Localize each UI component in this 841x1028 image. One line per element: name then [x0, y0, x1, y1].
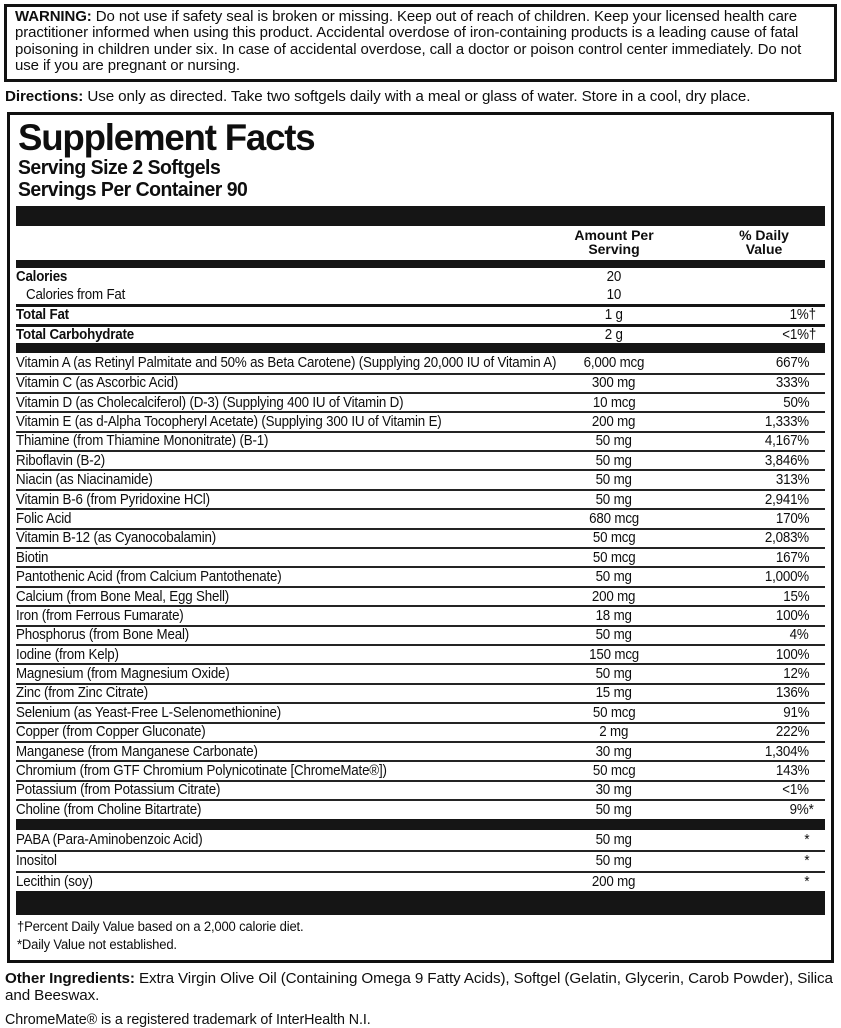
amount-value: 18 mg — [595, 607, 633, 624]
table-row — [16, 586, 825, 605]
daily-value: 100% — [775, 646, 809, 663]
nutrient-name: Vitamin A (as Retinyl Palmitate and 50% as Beta Carotene) (Supplying 20,000 IU of Vitamin A) — [16, 354, 557, 371]
table-row — [16, 663, 825, 682]
amount-value: 15 mg — [595, 685, 633, 702]
table-row — [16, 528, 825, 547]
asterisk-symbol: * — [809, 801, 815, 818]
divider-bar — [16, 206, 825, 226]
daily-value: 9% * — [790, 801, 815, 818]
table-row — [16, 450, 825, 469]
daily-value: 3,846% — [764, 452, 809, 469]
daily-value: 91% — [782, 704, 809, 721]
daily-value: 2,941% — [764, 491, 809, 508]
nutrient-name: Choline (from Choline Bitartrate) — [16, 801, 202, 818]
amount-value: 50 mg — [595, 666, 633, 683]
daily-value: 333% — [775, 375, 809, 392]
amount-value: 50 mcg — [592, 549, 636, 566]
table-row — [16, 702, 825, 721]
directions-label: Directions: — [5, 87, 84, 105]
directions — [5, 88, 837, 105]
table-row — [16, 489, 825, 508]
amount-value: 1 g — [605, 307, 623, 324]
footnote: †Percent Daily Value based on a 2,000 calorie diet. — [17, 919, 304, 935]
divider-bar — [16, 343, 825, 353]
daily-value: * — [803, 831, 809, 848]
nutrient-name: Vitamin B-12 (as Cyanocobalamin) — [16, 530, 216, 547]
amount-value: 50 mcg — [592, 763, 636, 780]
warning-text: Do not use if safety seal is broken or missing. Keep out of reach of children. Keep your licensed health care practitioner informed when using this product. Accidental overdose of iron-containing products is a leading cause of fatal poisoning in children under six. In case of accidental overdose, call a doctor or poison control center immediately. Do not use if you are pregnant or nursing. — [15, 8, 802, 75]
divider-bar — [16, 891, 825, 915]
nutrient-name: Magnesium (from Magnesium Oxide) — [16, 666, 230, 683]
daily-value: 143% — [775, 763, 809, 780]
footnotes — [16, 915, 825, 958]
amount-value: 30 mg — [595, 743, 633, 760]
daily-value: * — [803, 853, 809, 870]
nutrient-name: Vitamin D (as Cholecalciferol) (D-3) (Supplying 400 IU of Vitamin D) — [16, 394, 404, 411]
daily-value: 1,304% — [764, 743, 809, 760]
table-row — [16, 871, 825, 892]
nutrient-name: Inositol — [16, 853, 57, 870]
nutrient-name: Iron (from Ferrous Fumarate) — [16, 607, 184, 624]
other-nutrient-table — [16, 830, 825, 892]
daily-value: * — [803, 873, 809, 890]
nutrient-name: Zinc (from Zinc Citrate) — [16, 685, 148, 702]
daily-value: 1% † — [790, 307, 817, 324]
nutrient-name: Vitamin E (as d-Alpha Tocopheryl Acetate) (Supplying 300 IU of Vitamin E) — [16, 413, 442, 430]
daily-value: <1% — [782, 782, 809, 799]
table-row — [16, 324, 825, 344]
daily-value: 1,333% — [764, 413, 809, 430]
table-row — [16, 625, 825, 644]
amount-value: 50 mg — [595, 569, 633, 586]
amount-value: 50 mcg — [592, 530, 636, 547]
daily-value: 4% — [790, 627, 809, 644]
amount-value: 6,000 mcg — [583, 354, 645, 371]
nutrient-name: Calcium (from Bone Meal, Egg Shell) — [16, 588, 230, 605]
daily-value: 100% — [775, 607, 809, 624]
daily-value: 12% — [782, 666, 809, 683]
table-row — [16, 353, 825, 372]
macro-nutrient-table — [16, 268, 825, 344]
directions-text: Use only as directed. Take two softgels daily with a meal or glass of water. Store in a cool, dry place. — [87, 87, 751, 105]
daily-value: 313% — [775, 472, 809, 489]
daily-value: 4,167% — [764, 433, 809, 450]
table-row — [16, 431, 825, 450]
amount-value: 20 — [606, 269, 622, 286]
table-row — [16, 304, 825, 324]
table-row — [16, 741, 825, 760]
table-row — [16, 411, 825, 430]
percent-daily-value-header: % Daily Value — [739, 226, 789, 258]
daily-value — [699, 269, 809, 285]
other-ingredients-text: Extra Virgin Olive Oil (Containing Omega 9 Fatty Acids), Softgel (Gelatin, Glycerin, Carob Powder), Silica and Beeswax. — [5, 970, 833, 1004]
nutrient-name: Selenium (as Yeast-Free L-Selenomethionine) — [16, 704, 281, 721]
daily-value — [699, 287, 809, 303]
table-row — [16, 644, 825, 663]
table-row — [16, 373, 825, 392]
amount-value: 680 mcg — [589, 510, 639, 527]
dagger-symbol: † — [809, 326, 817, 343]
column-headers — [16, 226, 825, 260]
divider-bar — [16, 819, 825, 830]
table-row — [16, 547, 825, 566]
nutrient-name: Calories from Fat — [26, 287, 126, 304]
dagger-symbol: † — [809, 307, 817, 324]
table-row — [16, 830, 825, 851]
nutrient-name: Chromium (from GTF Chromium Polynicotinate [ChromeMate®]) — [16, 763, 387, 780]
amount-value: 50 mg — [595, 452, 633, 469]
nutrient-name: Folic Acid — [16, 510, 72, 527]
amount-value: 50 mg — [595, 831, 633, 848]
nutrient-name: Copper (from Copper Gluconate) — [16, 724, 206, 741]
amount-value: 200 mg — [592, 413, 636, 430]
vitamin-mineral-table — [16, 353, 825, 818]
table-row — [16, 780, 825, 799]
warning-box — [4, 4, 837, 82]
footnote: *Daily Value not established. — [17, 936, 177, 953]
nutrient-name: Manganese (from Manganese Carbonate) — [16, 743, 258, 760]
other-ingredients — [5, 971, 837, 1005]
table-row — [16, 566, 825, 585]
table-row — [16, 850, 825, 871]
table-row — [16, 799, 825, 818]
panel-title: Supplement Facts — [17, 116, 315, 158]
amount-value: 200 mg — [592, 588, 636, 605]
nutrient-name: Niacin (as Niacinamide) — [16, 472, 153, 489]
table-row — [16, 508, 825, 527]
daily-value: 222% — [775, 724, 809, 741]
nutrient-name: Calories — [16, 269, 68, 286]
table-row — [16, 287, 825, 305]
table-row — [16, 268, 825, 287]
daily-value: 2,083% — [764, 530, 809, 547]
table-row — [16, 683, 825, 702]
amount-value: 300 mg — [592, 375, 636, 392]
warning-label: WARNING: — [15, 8, 92, 25]
amount-value: 10 — [606, 287, 622, 304]
nutrient-name: Total Carbohydrate — [16, 326, 135, 343]
trademark-note: ChromeMate® is a registered trademark of InterHealth N.I. — [5, 1011, 371, 1028]
amount-value: 50 mg — [595, 433, 633, 450]
amount-value: 50 mg — [595, 472, 633, 489]
nutrient-name: Lecithin (soy) — [16, 873, 93, 890]
nutrient-name: Potassium (from Potassium Citrate) — [16, 782, 221, 799]
amount-per-serving-header: Amount Per Serving — [574, 226, 654, 258]
nutrient-name: Biotin — [16, 549, 49, 566]
daily-value: 170% — [775, 510, 809, 527]
supplement-facts-panel — [7, 112, 834, 963]
nutrient-name: Vitamin C (as Ascorbic Acid) — [16, 375, 179, 392]
table-row — [16, 760, 825, 779]
amount-value: 10 mcg — [592, 394, 636, 411]
nutrient-name: Thiamine (from Thiamine Mononitrate) (B-1) — [16, 433, 269, 450]
nutrient-name: Total Fat — [16, 307, 69, 324]
divider-bar — [16, 260, 825, 268]
nutrient-name: Riboflavin (B-2) — [16, 452, 105, 469]
daily-value: 136% — [775, 685, 809, 702]
daily-value: 167% — [775, 549, 809, 566]
amount-value: 50 mg — [595, 801, 633, 818]
amount-value: 2 mg — [599, 724, 629, 741]
daily-value: 50% — [782, 394, 809, 411]
amount-value: 50 mg — [595, 491, 633, 508]
amount-value: 50 mg — [595, 853, 633, 870]
daily-value: <1% † — [782, 326, 817, 343]
amount-value: 150 mcg — [589, 646, 639, 663]
nutrient-name: Pantothenic Acid (from Calcium Pantothenate) — [16, 569, 282, 586]
table-row — [16, 469, 825, 488]
amount-value: 200 mg — [592, 873, 636, 890]
table-row — [16, 722, 825, 741]
table-row — [16, 605, 825, 624]
nutrient-name: PABA (Para-Aminobenzoic Acid) — [16, 831, 203, 848]
table-row — [16, 392, 825, 411]
serving-size: Serving Size 2 Softgels — [17, 156, 221, 179]
nutrient-name: Vitamin B-6 (from Pyridoxine HCl) — [16, 491, 210, 508]
daily-value: 1,000% — [764, 569, 809, 586]
amount-value: 50 mg — [595, 627, 633, 644]
daily-value: 667% — [775, 354, 809, 371]
servings-per-container: Servings Per Container 90 — [17, 178, 248, 201]
nutrient-name: Iodine (from Kelp) — [16, 646, 119, 663]
amount-value: 30 mg — [595, 782, 633, 799]
nutrient-name: Phosphorus (from Bone Meal) — [16, 627, 189, 644]
amount-value: 2 g — [605, 326, 623, 343]
daily-value: 15% — [782, 588, 809, 605]
other-ingredients-label: Other Ingredients: — [5, 970, 135, 987]
amount-value: 50 mcg — [592, 704, 636, 721]
